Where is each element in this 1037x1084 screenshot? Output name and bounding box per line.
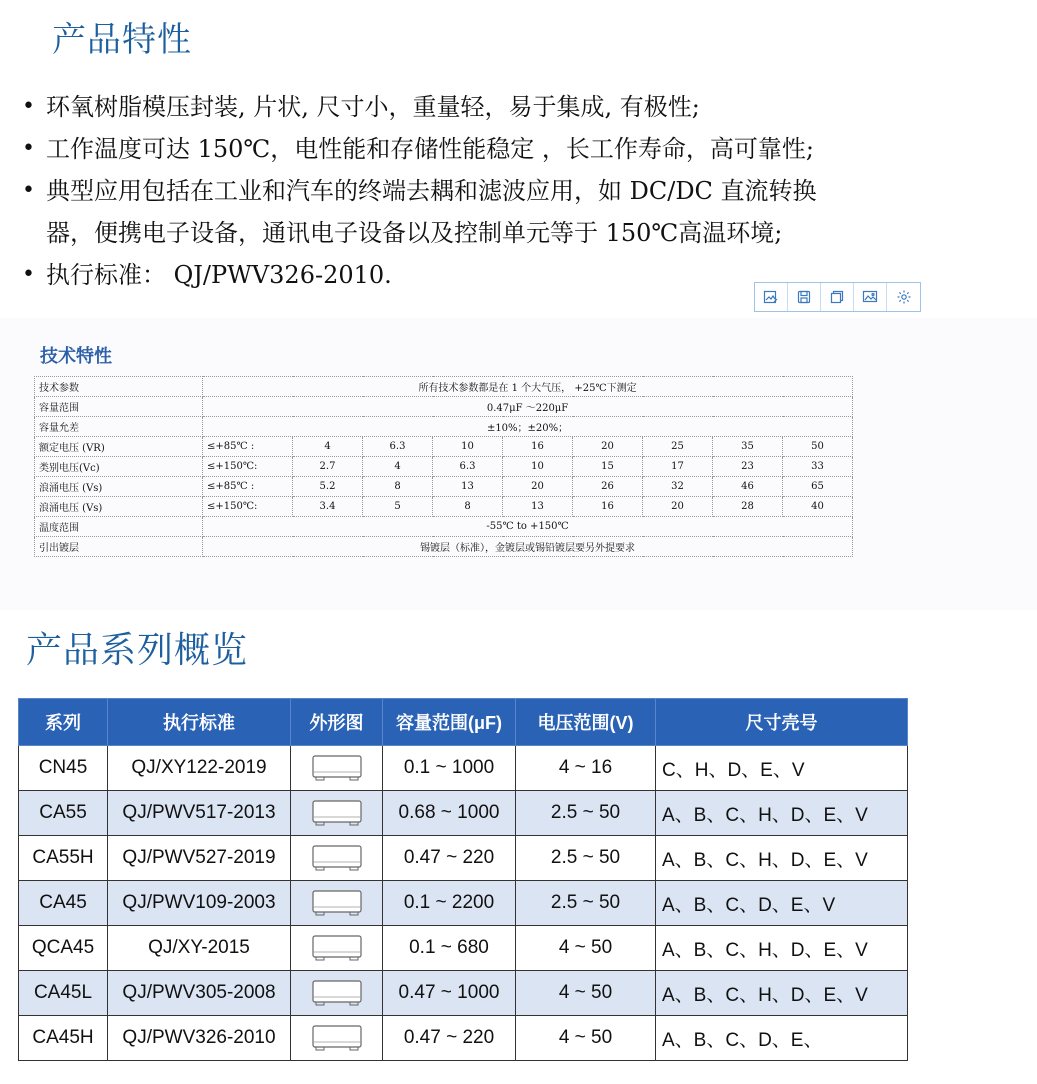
capacitance-cell: 0.1 ~ 2200 [383,881,516,926]
shape-cell [291,746,383,791]
table-row [19,971,908,1016]
shape-cell [291,1016,383,1061]
spec-value: 23 [713,457,783,477]
spec-value: 10 [433,437,503,457]
spec-value: 17 [643,457,713,477]
spec-value: 28 [713,497,783,517]
spec-row [35,517,853,537]
series-table-header [19,699,908,746]
spec-value: 16 [503,437,573,457]
size-cell: A、B、C、H、D、E、V [656,836,908,881]
voltage-cell: 4 ~ 50 [516,926,656,971]
spec-condition: ≤+150℃: [203,497,293,517]
table-row [19,926,908,971]
spec-value: 5 [363,497,433,517]
list-item: • 环氧树脂模压封装, 片状, 尺寸小，重量轻，易于集成, 有极性; [22,93,700,121]
column-header: 执行标准 [108,699,291,746]
spec-value: 32 [643,477,713,497]
capacitance-cell: 0.47 ~ 220 [383,836,516,881]
series-cell: QCA45 [19,926,108,971]
spec-note: 0.47μF ～220μF [203,397,853,417]
size-cell: A、B、C、D、E、V [656,881,908,926]
spec-label: 浪涌电压 (Vs) [35,477,203,497]
series-table [18,698,908,1061]
series-cell: CA45 [19,881,108,926]
image-icon[interactable] [854,283,887,311]
spec-value: 40 [783,497,853,517]
spec-label: 容量范围 [35,397,203,417]
shape-cell [291,926,383,971]
capacitor-outline-icon [311,798,363,828]
spec-label: 引出镀层 [35,537,203,557]
spec-title: 技术特性 [40,346,112,367]
list-item: • 执行标准： QJ/PWV326-2010. [22,261,392,289]
standard-cell: QJ/XY122-2019 [108,746,291,791]
capacitor-outline-icon [311,1023,363,1053]
spec-row [35,417,853,437]
spec-value: 13 [503,497,573,517]
spec-note: ±10%；±20%； [203,417,853,437]
standard-cell: QJ/PWV527-2019 [108,836,291,881]
spec-value: 8 [433,497,503,517]
spec-value: 25 [643,437,713,457]
column-header: 系列 [19,699,108,746]
spec-row [35,397,853,417]
spec-value: 6.3 [363,437,433,457]
column-header: 尺寸壳号 [656,699,908,746]
spec-value: 2.7 [293,457,363,477]
shape-cell [291,836,383,881]
series-cell: CA55H [19,836,108,881]
standard-cell: QJ/PWV109-2003 [108,881,291,926]
section-title-series: 产品系列概览 [26,630,249,671]
shape-cell [291,881,383,926]
spec-value: 20 [643,497,713,517]
shape-cell [291,791,383,836]
spec-value: 46 [713,477,783,497]
spec-value: 5.2 [293,477,363,497]
section-title-features: 产品特性 [52,20,192,60]
save-icon[interactable] [788,283,821,311]
standard-cell: QJ/PWV517-2013 [108,791,291,836]
spec-condition: ≤+85℃ : [203,437,293,457]
size-cell: A、B、C、H、D、E、V [656,791,908,836]
table-row [19,746,908,791]
size-cell: C、H、D、E、V [656,746,908,791]
spec-value: 6.3 [433,457,503,477]
series-cell: CA45H [19,1016,108,1061]
spec-note: -55℃ to +150℃ [203,517,853,537]
spec-value: 4 [293,437,363,457]
spec-label: 技术参数 [35,377,203,397]
spec-value: 13 [433,477,503,497]
spec-row [35,497,853,517]
capacitance-cell: 0.68 ~ 1000 [383,791,516,836]
voltage-cell: 2.5 ~ 50 [516,881,656,926]
feature-list [22,86,922,296]
voltage-cell: 2.5 ~ 50 [516,836,656,881]
image-toolbar [754,282,921,312]
spec-condition: ≤+150℃: [203,457,293,477]
voltage-cell: 2.5 ~ 50 [516,791,656,836]
spec-value: 3.4 [293,497,363,517]
series-cell: CN45 [19,746,108,791]
image-edit-icon[interactable] [755,283,788,311]
voltage-cell: 4 ~ 16 [516,746,656,791]
spec-value: 50 [783,437,853,457]
capacitance-cell: 0.1 ~ 680 [383,926,516,971]
copy-icon[interactable] [821,283,854,311]
column-header: 外形图 [291,699,383,746]
spec-value: 8 [363,477,433,497]
spec-value: 65 [783,477,853,497]
capacitance-cell: 0.47 ~ 220 [383,1016,516,1061]
spec-row [35,477,853,497]
spec-note: 所有技术参数都是在 1 个大气压， +25℃下测定 [203,377,853,397]
spec-value: 16 [573,497,643,517]
spec-label: 额定电压 (VR) [35,437,203,457]
standard-cell: QJ/PWV326-2010 [108,1016,291,1061]
size-cell: A、B、C、D、E、 [656,1016,908,1061]
spec-table [34,376,853,557]
spec-value: 35 [713,437,783,457]
series-cell: CA55 [19,791,108,836]
voltage-cell: 4 ~ 50 [516,971,656,1016]
settings-icon[interactable] [887,283,920,311]
standard-cell: QJ/PWV305-2008 [108,971,291,1016]
capacitor-outline-icon [311,978,363,1008]
column-header: 容量范围(μF) [383,699,516,746]
spec-row [35,377,853,397]
spec-label: 浪涌电压 (Vs) [35,497,203,517]
spec-row [35,437,853,457]
spec-label: 温度范围 [35,517,203,537]
capacitor-outline-icon [311,888,363,918]
spec-value: 10 [503,457,573,477]
spec-note: 锡镀层（标准），金镀层或锡铅镀层要另外提要求 [203,537,853,557]
list-item-continuation: 器，便携电子设备，通讯电子设备以及控制单元等于 150℃高温环境; [46,219,783,247]
spec-value: 15 [573,457,643,477]
shape-cell [291,971,383,1016]
table-row [19,1016,908,1061]
standard-cell: QJ/XY-2015 [108,926,291,971]
table-row [19,836,908,881]
list-item: • 典型应用包括在工业和汽车的终端去耦和滤波应用，如 DC/DC 直流转换 [22,177,817,205]
spec-value: 33 [783,457,853,477]
capacitor-outline-icon [311,933,363,963]
spec-label: 类别电压(Vc) [35,457,203,477]
spec-value: 4 [363,457,433,477]
spec-value: 26 [573,477,643,497]
table-row [19,881,908,926]
series-cell: CA45L [19,971,108,1016]
spec-row [35,457,853,477]
capacitor-outline-icon [311,753,363,783]
size-cell: A、B、C、H、D、E、V [656,926,908,971]
spec-row [35,537,853,557]
capacitor-outline-icon [311,843,363,873]
spec-value: 20 [573,437,643,457]
list-item: • 工作温度可达 150℃，电性能和存储性能稳定 ，长工作寿命，高可靠性; [22,135,814,163]
size-cell: A、B、C、H、D、E、V [656,971,908,1016]
spec-value: 20 [503,477,573,497]
voltage-cell: 4 ~ 50 [516,1016,656,1061]
column-header: 电压范围(V) [516,699,656,746]
spec-label: 容量允差 [35,417,203,437]
capacitance-cell: 0.1 ~ 1000 [383,746,516,791]
spec-condition: ≤+85℃ : [203,477,293,497]
capacitance-cell: 0.47 ~ 1000 [383,971,516,1016]
table-row [19,791,908,836]
